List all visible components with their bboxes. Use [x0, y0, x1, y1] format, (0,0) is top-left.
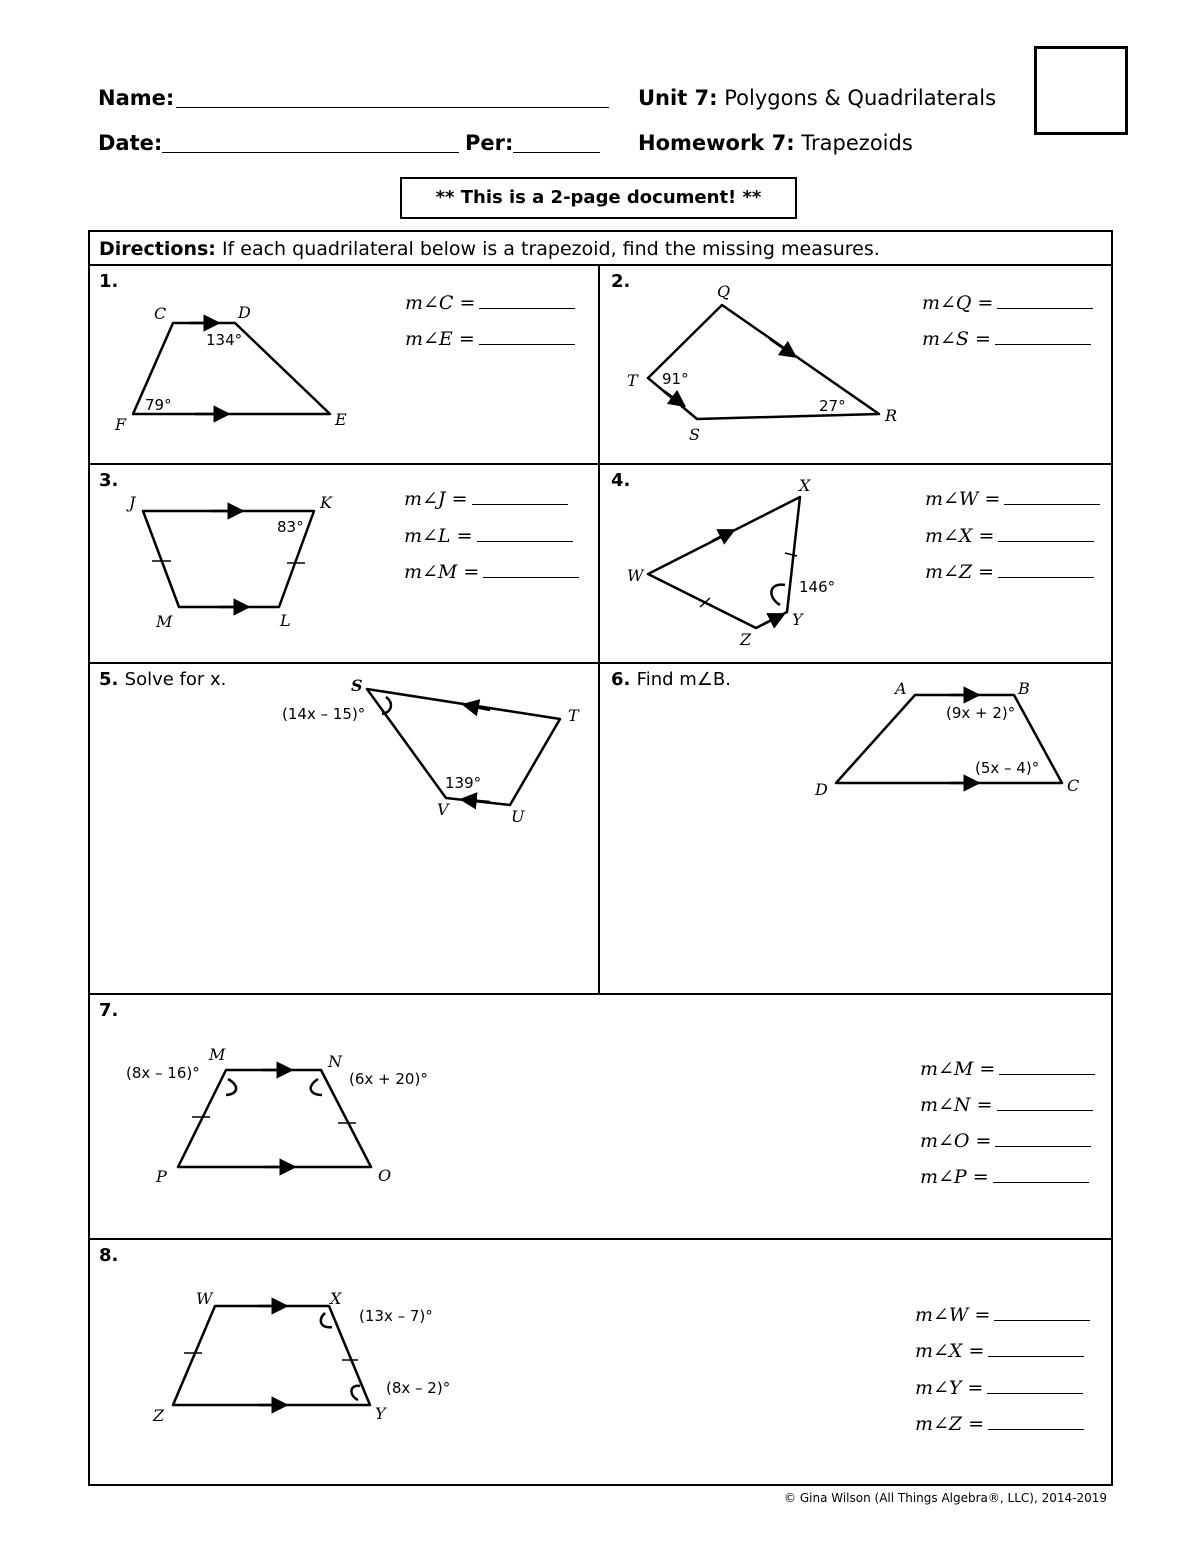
angle-arc [226, 1079, 236, 1095]
vertex-label: C [154, 304, 167, 323]
answer-line[interactable]: m∠Q = [922, 292, 1093, 314]
vertex-label: M [156, 612, 173, 631]
angle-measure: 79° [145, 396, 172, 414]
vertex-label: W [627, 566, 644, 585]
vertex-label: Y [375, 1404, 386, 1423]
problem-number: 3. [99, 470, 119, 491]
directions-label: Directions: [99, 238, 216, 260]
vertex-label: U [511, 807, 525, 826]
answer-line[interactable]: m∠N = [920, 1094, 1093, 1116]
date-label: Date: [98, 131, 163, 155]
vertex-label: T [627, 371, 638, 390]
vertex-label: Q [717, 282, 731, 301]
problem-number: 6. [611, 669, 631, 690]
vertex-label: O [378, 1166, 392, 1185]
kite-wxyz [648, 497, 800, 628]
vertex-label: D [815, 780, 828, 799]
vertex-label: T [568, 706, 579, 725]
angle-arc [311, 1079, 322, 1095]
vertex-label: J [129, 493, 136, 512]
homework-title: Trapezoids [801, 131, 913, 155]
problem-prompt: Find m∠B. [636, 669, 731, 690]
angle-measure: (8x – 16)° [126, 1064, 200, 1082]
directions-text: If each quadrilateral below is a trapezoid, find the missing measures. [221, 238, 880, 260]
angle-measure: 146° [799, 578, 836, 596]
angle-measure: 91° [662, 370, 689, 388]
vertex-label: C [1067, 776, 1080, 795]
answer-line[interactable]: m∠S = [922, 328, 1091, 350]
answer-line[interactable]: m∠M = [920, 1058, 1095, 1080]
problem-prompt: Solve for x. [124, 669, 227, 690]
vertex-label: Y [792, 610, 803, 629]
problem-number: 4. [611, 470, 631, 491]
angle-measure: 27° [819, 397, 846, 415]
angle-measure: (8x – 2)° [386, 1379, 451, 1397]
unit-title: Polygons & Quadrilaterals [724, 86, 997, 110]
vertex-label: E [335, 410, 347, 429]
two-page-notice: ** This is a 2-page document! ** [400, 177, 797, 219]
vertex-label: N [328, 1052, 342, 1071]
vertex-label: K [320, 493, 332, 512]
vertex-label: Z [740, 630, 752, 649]
answer-line[interactable]: m∠X = [915, 1340, 1084, 1362]
vertex-label: X [330, 1289, 342, 1308]
problem-number: 7. [99, 1000, 119, 1021]
trapezoid-mnop [178, 1070, 371, 1167]
name-label: Name: [98, 86, 175, 110]
vertex-label: B [1018, 679, 1030, 698]
angle-measure: (13x – 7)° [359, 1307, 433, 1325]
problem-number: 8. [99, 1245, 119, 1266]
angle-arc [351, 1386, 360, 1400]
answer-line[interactable]: m∠W = [915, 1304, 1090, 1326]
answer-line[interactable]: m∠O = [920, 1130, 1091, 1152]
answer-line[interactable]: m∠M = [404, 561, 579, 583]
vertex-label: P [156, 1167, 167, 1186]
homework-label: Homework 7: [638, 131, 795, 155]
vertex-label: R [885, 406, 898, 425]
angle-measure: (9x + 2)° [946, 704, 1016, 722]
trapezoid-wxyz [173, 1306, 370, 1405]
vertex-label: A [895, 679, 907, 698]
answer-line[interactable]: m∠J = [404, 488, 568, 510]
angle-arc [771, 585, 785, 605]
vertex-label: X [799, 476, 811, 495]
answer-line[interactable]: m∠E = [405, 328, 575, 350]
vertex-label: V [437, 800, 449, 819]
vertex-label: F [115, 415, 127, 434]
vertex-label: L [280, 611, 291, 630]
vertex-label: M [209, 1045, 226, 1064]
vertex-label: W [196, 1289, 213, 1308]
answer-line[interactable]: m∠C = [405, 292, 575, 314]
vertex-label: S [689, 425, 700, 444]
answer-line[interactable]: m∠Z = [925, 561, 1094, 583]
angle-measure: 134° [206, 331, 243, 349]
angle-measure: (6x + 20)° [349, 1070, 428, 1088]
vertex-label: D [238, 303, 251, 322]
per-label: Per: [465, 131, 514, 155]
angle-measure: 83° [277, 518, 304, 536]
problem-number: 5. [99, 669, 119, 690]
problem-number: 2. [611, 271, 631, 292]
vertex-label: Z [153, 1406, 165, 1425]
angle-measure: (14x – 15)° [282, 705, 366, 723]
answer-line[interactable]: m∠X = [925, 525, 1094, 547]
angle-measure: (5x – 4)° [975, 759, 1040, 777]
angle-measure: 139° [445, 774, 482, 792]
answer-line[interactable]: m∠W = [925, 488, 1100, 510]
answer-line[interactable]: m∠L = [404, 525, 573, 547]
problem-number: 1. [99, 271, 119, 292]
answer-line[interactable]: m∠P = [920, 1166, 1089, 1188]
angle-arc [321, 1313, 332, 1327]
answer-line[interactable]: m∠Z = [915, 1413, 1084, 1435]
copyright-footer: © Gina Wilson (All Things Algebra®, LLC), 2014-2019 [784, 1491, 1107, 1505]
unit-label: Unit 7: [638, 86, 718, 110]
vertex-label: S [351, 676, 363, 695]
answer-line[interactable]: m∠Y = [915, 1377, 1083, 1399]
